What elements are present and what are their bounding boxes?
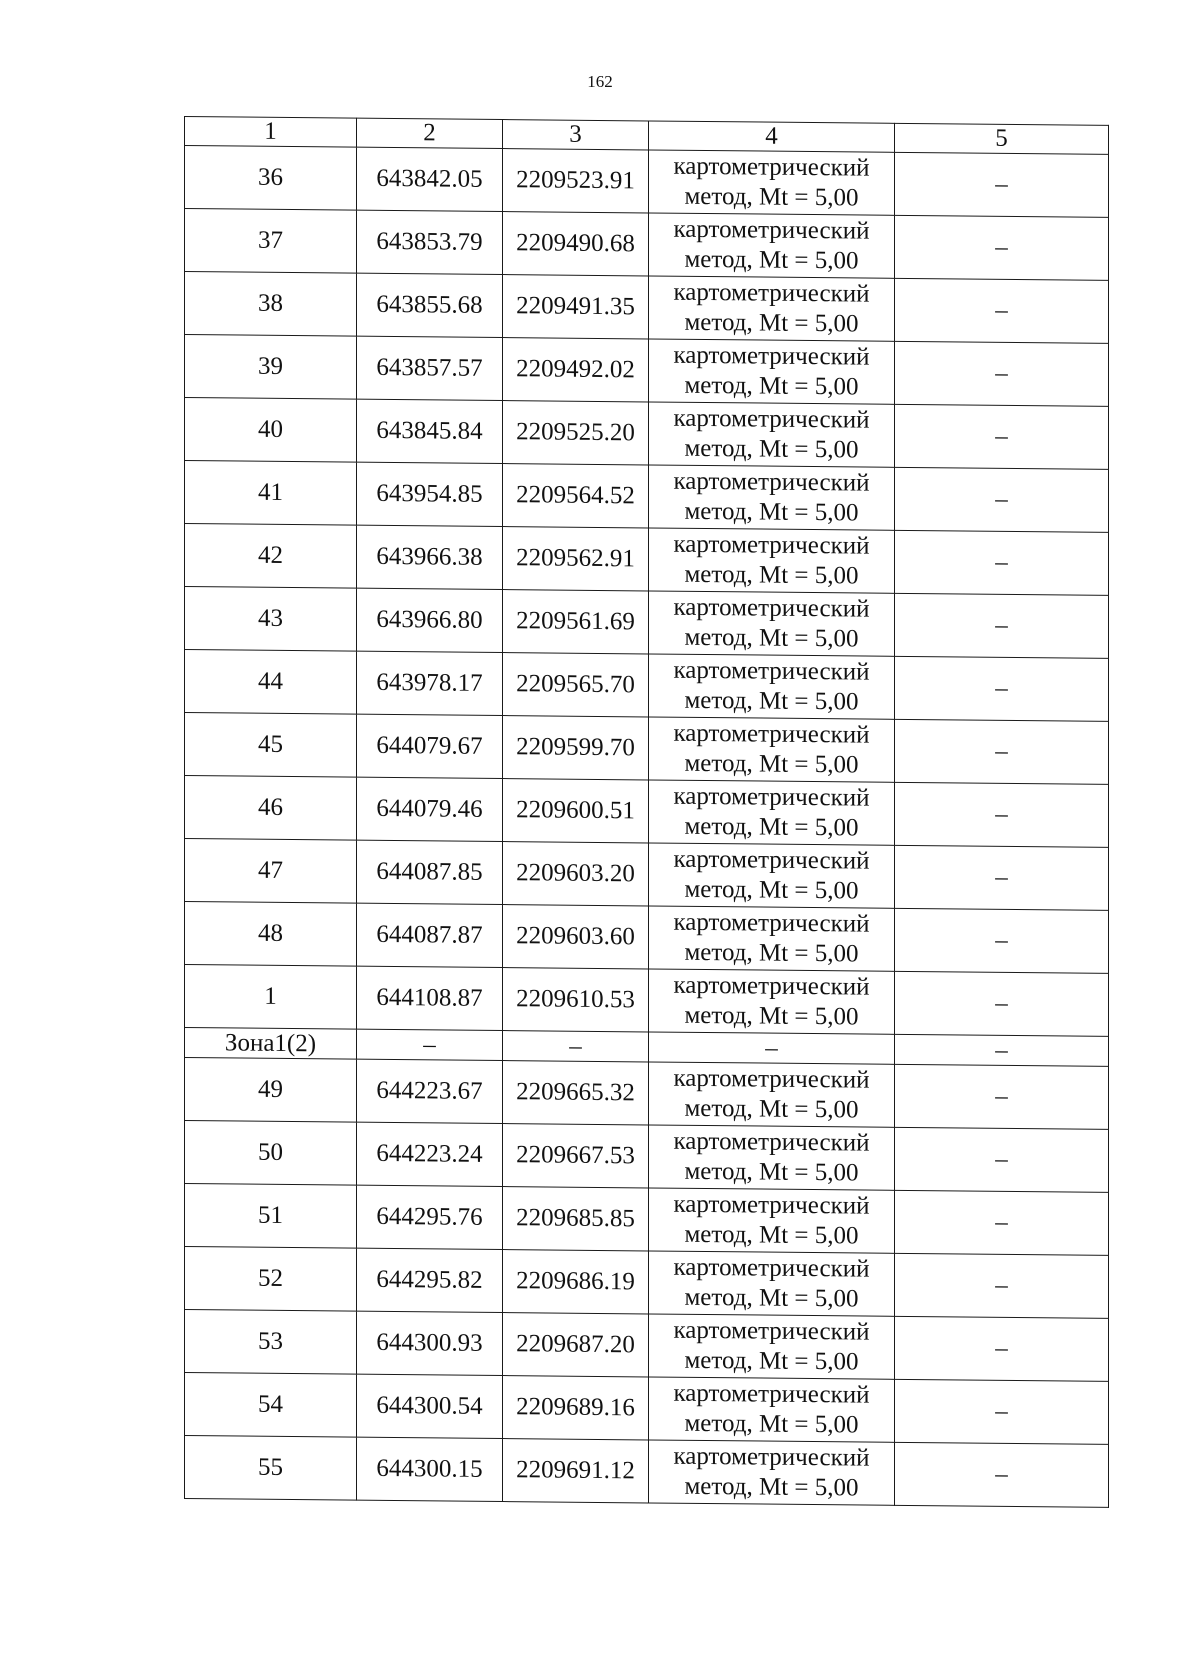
note-cell: –: [895, 152, 1109, 217]
method-cell: [649, 1062, 895, 1127]
method-line-2: метод, Mt = 5,00: [684, 623, 859, 653]
point-number-cell: 54: [185, 1373, 357, 1438]
method-line-1: картометрический: [673, 404, 870, 434]
method-line-1: картометрический: [673, 1379, 870, 1409]
note-cell: –: [895, 845, 1109, 910]
zone-cell: –: [895, 1034, 1109, 1066]
x-coordinate-cell: 644079.67: [357, 714, 503, 778]
method-line-1: картометрический: [673, 908, 870, 938]
method-cell: [649, 1440, 895, 1505]
method-line-1: картометрический: [673, 845, 870, 875]
point-number-cell: 44: [185, 650, 357, 715]
method-line-2: метод, Mt = 5,00: [684, 1346, 859, 1376]
note-cell: –: [895, 719, 1109, 784]
method-line-2: метод, Mt = 5,00: [684, 1283, 859, 1313]
method-line-1: картометрический: [673, 1316, 870, 1346]
x-coordinate-cell: 643853.79: [357, 210, 503, 274]
header-cell-2: 2: [357, 118, 503, 148]
note-cell: –: [895, 1379, 1109, 1444]
table-row: [185, 1121, 1109, 1193]
x-coordinate-cell: 644087.87: [357, 903, 503, 967]
note-cell: –: [895, 341, 1109, 406]
method-line-2: метод, Mt = 5,00: [684, 1001, 859, 1031]
note-cell: –: [895, 215, 1109, 280]
table-row: [185, 209, 1109, 281]
table-row: [185, 713, 1109, 785]
point-number-cell: 40: [185, 398, 357, 463]
note-cell: –: [895, 1316, 1109, 1381]
method-line-1: картометрический: [673, 341, 870, 371]
table-row: [185, 587, 1109, 659]
method-line-2: метод, Mt = 5,00: [684, 938, 859, 968]
method-cell: [649, 528, 895, 593]
method-line-2: метод, Mt = 5,00: [684, 812, 859, 842]
y-coordinate-cell: 2209491.35: [503, 275, 649, 339]
zone-cell: –: [649, 1032, 895, 1064]
y-coordinate-cell: 2209523.91: [503, 149, 649, 213]
x-coordinate-cell: 644223.24: [357, 1122, 503, 1186]
y-coordinate-cell: 2209610.53: [503, 968, 649, 1032]
header-cell-5: 5: [895, 123, 1109, 154]
y-coordinate-cell: 2209687.20: [503, 1313, 649, 1377]
method-cell: [649, 1188, 895, 1253]
header-cell-1: 1: [185, 117, 357, 148]
point-number-cell: 49: [185, 1058, 357, 1123]
method-line-1: картометрический: [673, 719, 870, 749]
note-cell: –: [895, 530, 1109, 595]
table-row: [185, 1310, 1109, 1382]
y-coordinate-cell: 2209600.51: [503, 779, 649, 843]
note-cell: –: [895, 971, 1109, 1036]
y-coordinate-cell: 2209689.16: [503, 1376, 649, 1440]
y-coordinate-cell: 2209525.20: [503, 401, 649, 465]
x-coordinate-cell: 643855.68: [357, 273, 503, 337]
note-cell: –: [895, 1190, 1109, 1255]
method-cell: [649, 213, 895, 278]
x-coordinate-cell: 643978.17: [357, 651, 503, 715]
x-coordinate-cell: 644108.87: [357, 966, 503, 1030]
point-number-cell: 36: [185, 146, 357, 211]
method-cell: [649, 276, 895, 341]
method-line-2: метод, Mt = 5,00: [684, 371, 859, 401]
method-cell: [649, 843, 895, 908]
note-cell: –: [895, 1064, 1109, 1129]
table-row: [185, 1373, 1109, 1445]
method-line-2: метод, Mt = 5,00: [684, 1472, 859, 1502]
note-cell: –: [895, 1442, 1109, 1507]
method-line-1: картометрический: [673, 1253, 870, 1283]
table-row: [185, 1058, 1109, 1130]
table-row: [185, 335, 1109, 407]
method-line-2: метод, Mt = 5,00: [684, 1220, 859, 1250]
point-number-cell: 37: [185, 209, 357, 274]
point-number-cell: 51: [185, 1184, 357, 1249]
point-number-cell: 1: [185, 965, 357, 1030]
method-cell: [649, 717, 895, 782]
x-coordinate-cell: 644300.15: [357, 1437, 503, 1501]
x-coordinate-cell: 644223.67: [357, 1059, 503, 1123]
method-cell: [649, 654, 895, 719]
point-number-cell: 50: [185, 1121, 357, 1186]
method-line-1: картометрический: [673, 1442, 870, 1472]
note-cell: –: [895, 656, 1109, 721]
table-row: [185, 839, 1109, 911]
y-coordinate-cell: 2209603.60: [503, 905, 649, 969]
x-coordinate-cell: 644295.76: [357, 1185, 503, 1249]
method-cell: [649, 969, 895, 1034]
method-line-1: картометрический: [673, 593, 870, 623]
method-line-2: метод, Mt = 5,00: [684, 875, 859, 905]
x-coordinate-cell: 644300.54: [357, 1374, 503, 1438]
point-number-cell: 53: [185, 1310, 357, 1375]
point-number-cell: 48: [185, 902, 357, 967]
table-row: [185, 461, 1109, 533]
y-coordinate-cell: 2209565.70: [503, 653, 649, 717]
method-cell: [649, 1251, 895, 1316]
point-number-cell: 46: [185, 776, 357, 841]
x-coordinate-cell: 643954.85: [357, 462, 503, 526]
table-row: [185, 1436, 1109, 1508]
y-coordinate-cell: 2209564.52: [503, 464, 649, 528]
method-line-2: метод, Mt = 5,00: [684, 560, 859, 590]
method-cell: [649, 780, 895, 845]
method-line-1: картометрический: [673, 1064, 870, 1094]
method-line-1: картометрический: [673, 152, 870, 182]
method-line-1: картометрический: [673, 278, 870, 308]
y-coordinate-cell: 2209665.32: [503, 1061, 649, 1125]
method-line-2: метод, Mt = 5,00: [684, 1094, 859, 1124]
table-row: [185, 272, 1109, 344]
y-coordinate-cell: 2209492.02: [503, 338, 649, 402]
x-coordinate-cell: 643857.57: [357, 336, 503, 400]
method-line-1: картометрический: [673, 1190, 870, 1220]
method-line-2: метод, Mt = 5,00: [684, 245, 859, 275]
note-cell: –: [895, 1127, 1109, 1192]
zone-cell: Зона1(2): [185, 1028, 357, 1060]
header-cell-4: 4: [649, 121, 895, 152]
table-row: [185, 902, 1109, 974]
note-cell: –: [895, 278, 1109, 343]
table-row: [185, 1184, 1109, 1256]
method-line-2: метод, Mt = 5,00: [684, 686, 859, 716]
point-number-cell: 41: [185, 461, 357, 526]
point-number-cell: 42: [185, 524, 357, 589]
point-number-cell: 45: [185, 713, 357, 778]
point-number-cell: 38: [185, 272, 357, 337]
method-line-1: картометрический: [673, 1127, 870, 1157]
method-line-1: картометрический: [673, 656, 870, 686]
note-cell: –: [895, 593, 1109, 658]
y-coordinate-cell: 2209691.12: [503, 1439, 649, 1503]
x-coordinate-cell: 644087.85: [357, 840, 503, 904]
method-line-1: картометрический: [673, 782, 870, 812]
method-cell: [649, 591, 895, 656]
method-cell: [649, 1377, 895, 1442]
header-cell-3: 3: [503, 120, 649, 150]
method-cell: [649, 1125, 895, 1190]
point-number-cell: 47: [185, 839, 357, 904]
y-coordinate-cell: 2209685.85: [503, 1187, 649, 1251]
x-coordinate-cell: 643966.80: [357, 588, 503, 652]
method-cell: [649, 906, 895, 971]
note-cell: –: [895, 467, 1109, 532]
table-row: [185, 524, 1109, 596]
zone-cell: –: [503, 1031, 649, 1062]
note-cell: –: [895, 404, 1109, 469]
x-coordinate-cell: 644295.82: [357, 1248, 503, 1312]
method-line-2: метод, Mt = 5,00: [684, 308, 859, 338]
table-row: [185, 776, 1109, 848]
method-line-1: картометрический: [673, 215, 870, 245]
y-coordinate-cell: 2209561.69: [503, 590, 649, 654]
y-coordinate-cell: 2209603.20: [503, 842, 649, 906]
method-line-1: картометрический: [673, 530, 870, 560]
x-coordinate-cell: 643842.05: [357, 147, 503, 211]
method-line-2: метод, Mt = 5,00: [684, 182, 859, 212]
zone-cell: –: [357, 1029, 503, 1060]
point-number-cell: 55: [185, 1436, 357, 1501]
coordinates-table-body: [185, 117, 1109, 1508]
coordinates-table: [184, 116, 1109, 1508]
table-row: [185, 650, 1109, 722]
table-row: [185, 965, 1109, 1037]
method-line-2: метод, Mt = 5,00: [684, 1409, 859, 1439]
method-cell: [649, 339, 895, 404]
y-coordinate-cell: 2209686.19: [503, 1250, 649, 1314]
method-line-2: метод, Mt = 5,00: [684, 497, 859, 527]
y-coordinate-cell: 2209599.70: [503, 716, 649, 780]
point-number-cell: 43: [185, 587, 357, 652]
table-row: [185, 398, 1109, 470]
method-line-2: метод, Mt = 5,00: [684, 1157, 859, 1187]
method-cell: [649, 150, 895, 215]
y-coordinate-cell: 2209667.53: [503, 1124, 649, 1188]
x-coordinate-cell: 644300.93: [357, 1311, 503, 1375]
note-cell: –: [895, 782, 1109, 847]
point-number-cell: 39: [185, 335, 357, 400]
table-row: [185, 146, 1109, 218]
x-coordinate-cell: 643966.38: [357, 525, 503, 589]
x-coordinate-cell: 644079.46: [357, 777, 503, 841]
table-row: [185, 1247, 1109, 1319]
method-cell: [649, 402, 895, 467]
note-cell: –: [895, 908, 1109, 973]
x-coordinate-cell: 643845.84: [357, 399, 503, 463]
method-cell: [649, 465, 895, 530]
method-line-1: картометрический: [673, 971, 870, 1001]
point-number-cell: 52: [185, 1247, 357, 1312]
method-line-2: метод, Mt = 5,00: [684, 434, 859, 464]
method-line-2: метод, Mt = 5,00: [684, 749, 859, 779]
y-coordinate-cell: 2209490.68: [503, 212, 649, 276]
method-line-1: картометрический: [673, 467, 870, 497]
note-cell: –: [895, 1253, 1109, 1318]
method-cell: [649, 1314, 895, 1379]
y-coordinate-cell: 2209562.91: [503, 527, 649, 591]
page-number: 162: [587, 72, 613, 91]
